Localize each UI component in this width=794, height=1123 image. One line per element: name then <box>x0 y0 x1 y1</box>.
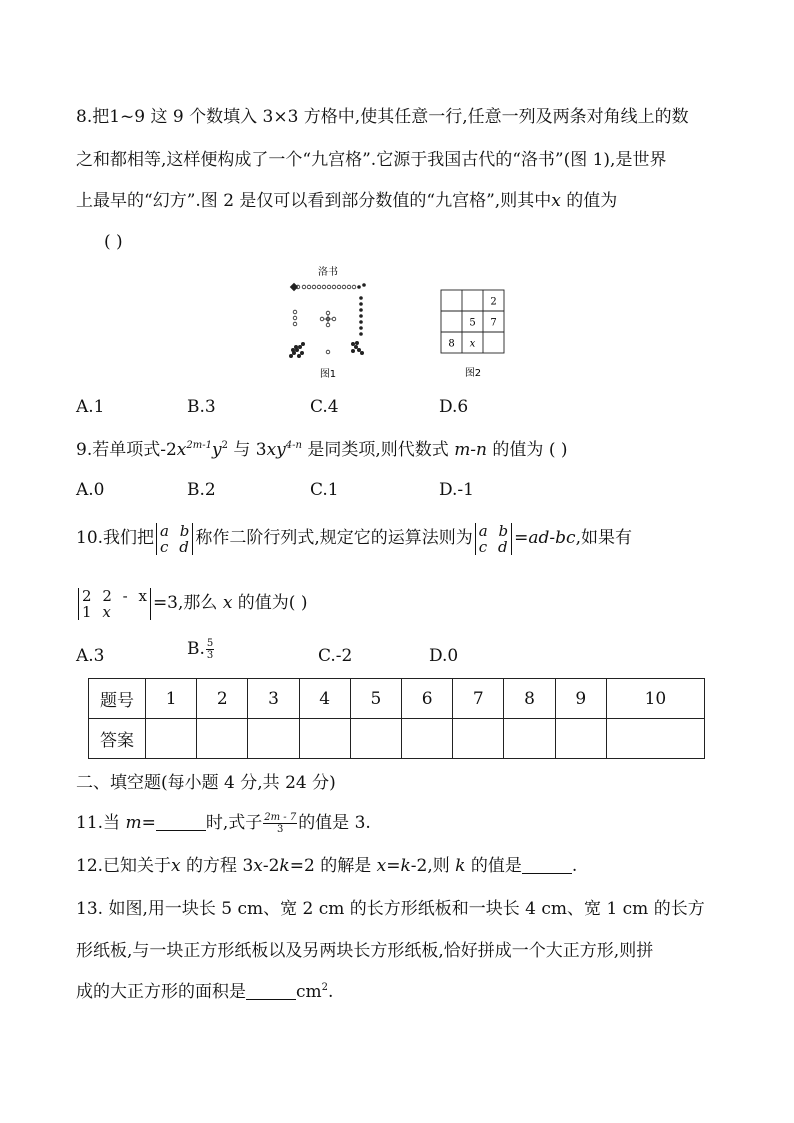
q9-option-c: C.1 <box>310 480 339 500</box>
determinant-given: 2 2 - x 1 x <box>78 588 151 620</box>
luoshu-right-column <box>359 296 363 336</box>
grid-cell-r2c2: 5 <box>469 317 476 329</box>
answer-cell[interactable] <box>453 719 504 759</box>
question-number: 1 <box>146 679 197 719</box>
luoshu-center <box>320 311 336 327</box>
luoshu-top-row <box>290 283 366 291</box>
q12-blank[interactable] <box>522 857 572 874</box>
luoshu-bottom-right <box>351 341 364 355</box>
q9-stem: 9.若单项式$-2x^{2m-1}y^2$ 与 $3xy^{4-n}$ 是同类项,则代数式 m-n 的值为 ( ) <box>76 440 568 460</box>
determinant-abcd: a b c d <box>156 523 193 555</box>
q8-answer-paren: ( ) <box>104 232 123 252</box>
grid-cell-r2c3: 7 <box>490 317 497 329</box>
question-number: 7 <box>453 679 504 719</box>
q11-stem: 11.当 m= 时,式子 $\frac{2m - 7}{3}$ 的值是 3. <box>76 812 371 835</box>
q10-option-d: D.0 <box>429 646 459 666</box>
q13-line3: 成的大正方形的面积是 $cm^2$. <box>76 982 334 1002</box>
question-number: 4 <box>299 679 350 719</box>
fig2-caption: 图2 <box>464 368 482 377</box>
q11-blank[interactable] <box>156 814 206 831</box>
answer-table-header-row <box>89 679 705 719</box>
answer-cell[interactable] <box>555 719 606 759</box>
nine-grid-figure <box>436 287 516 377</box>
q8-option-c: C.4 <box>310 397 339 417</box>
q12-stem: 12.已知关于x 的方程 3x-2k=2 的解是 x=k-2,则 k 的值是 . <box>76 856 578 876</box>
answer-cell[interactable] <box>146 719 197 759</box>
q9-option-a: A.0 <box>76 480 105 500</box>
q8-line3: 上最早的“幻方”.图 2 是仅可以看到部分数值的“九宫格”,则其中x 的值为 <box>76 191 618 211</box>
luoshu-figure <box>283 264 373 382</box>
answer-cell[interactable] <box>606 719 704 759</box>
q8-option-a: A.1 <box>76 397 105 417</box>
answer-table <box>88 678 705 759</box>
determinant-abcd-rule: a b c d <box>475 523 512 555</box>
q13-line2: 形纸板,与一块正方形纸板以及另两块长方形纸板,恰好拼成一个大正方形,则拼 <box>76 941 654 961</box>
answer-cell[interactable] <box>299 719 350 759</box>
q10-stem: 10.我们把 a b c d 称作二阶行列式,规定它的运算法则为 a b c d =ad-bc,如果有 <box>76 521 632 556</box>
q10-option-b: B. $\frac{5}{3}$ <box>187 638 214 661</box>
luoshu-left-column <box>293 310 297 326</box>
grid-cell-r3c1: 8 <box>448 338 455 350</box>
q10-option-a: A.3 <box>76 646 105 666</box>
fig1-title: 洛书 <box>318 267 338 278</box>
q13-blank[interactable] <box>246 983 296 1000</box>
luoshu-bottom-left <box>289 342 305 358</box>
question-number: 9 <box>555 679 606 719</box>
grid-cell-r3c2: x <box>469 338 476 350</box>
q13-line1: 13. 如图,用一块长 5 cm、宽 2 cm 的长方形纸板和一块长 4 cm、宽 1 cm 的长方 <box>76 899 705 919</box>
question-number: 3 <box>248 679 299 719</box>
q8-option-d: D.6 <box>439 397 469 417</box>
question-number: 8 <box>504 679 555 719</box>
question-number-label: 题号 <box>89 679 146 719</box>
section2-title: 二、填空题(每小题 4 分,共 24 分) <box>76 773 336 793</box>
q10-option-c: C.-2 <box>318 646 353 666</box>
answer-cell[interactable] <box>197 719 248 759</box>
answer-table-answer-row <box>89 719 705 759</box>
answer-cell[interactable] <box>504 719 555 759</box>
q10-line2: 2 2 - x 1 x =3,那么 x 的值为( ) <box>76 585 307 621</box>
q8-option-b: B.3 <box>187 397 216 417</box>
question-number: 10 <box>606 679 704 719</box>
answer-cell[interactable] <box>350 719 401 759</box>
question-number: 6 <box>402 679 453 719</box>
luoshu-bottom-center <box>326 350 330 354</box>
question-number: 2 <box>197 679 248 719</box>
q8-line2: 之和都相等,这样便构成了一个“九宫格”.它源于我国古代的“洛书”(图 1),是世界 <box>76 150 667 170</box>
answer-cell[interactable] <box>248 719 299 759</box>
fig1-caption: 图1 <box>319 369 337 380</box>
question-number: 5 <box>350 679 401 719</box>
grid-cell-r1c3: 2 <box>490 296 497 308</box>
q9-option-d: D.-1 <box>439 480 474 500</box>
q9-option-b: B.2 <box>187 480 216 500</box>
answer-cell[interactable] <box>402 719 453 759</box>
q8-line1: 8.把1~9 这 9 个数填入 3×3 方格中,使其任意一行,任意一列及两条对角线上的数 <box>76 107 689 127</box>
answer-label: 答案 <box>89 719 146 759</box>
